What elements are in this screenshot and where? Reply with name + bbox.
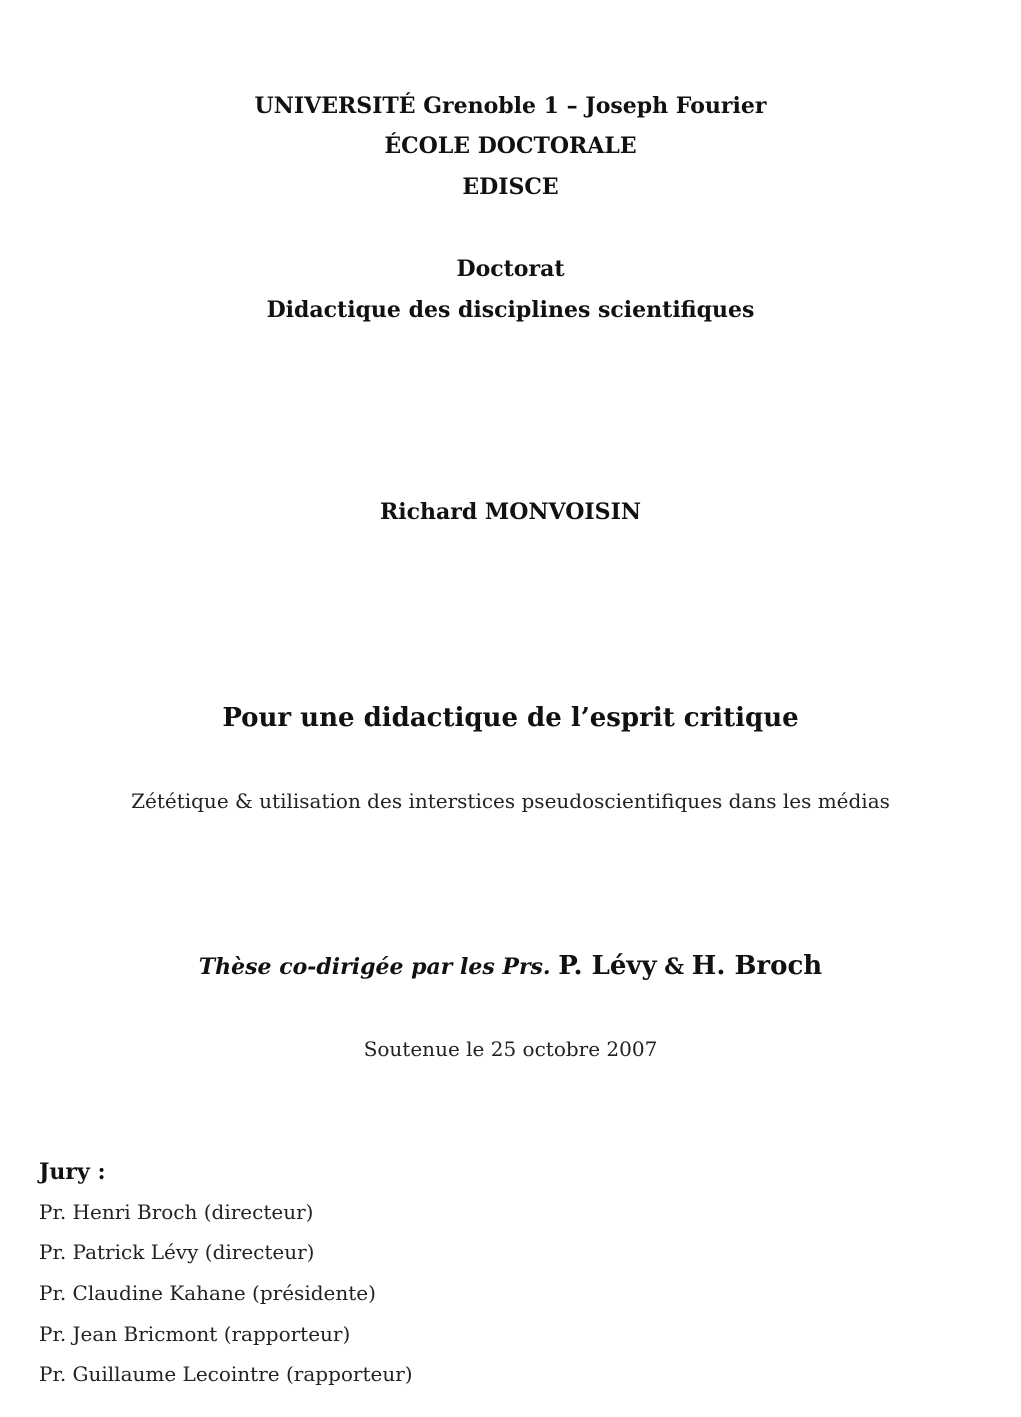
jury-member: Pr. Guillaume Lecointre (rapporteur) bbox=[39, 1362, 413, 1386]
jury-member: Pr. Jean Bricmont (rapporteur) bbox=[39, 1322, 351, 1346]
author-name: Richard MONVOISIN bbox=[380, 499, 641, 525]
supervision-connector: & bbox=[664, 954, 685, 980]
doctoral-school: ÉCOLE DOCTORALE bbox=[384, 133, 637, 159]
supervision-prefix: Thèse co-dirigée par les Prs. bbox=[198, 954, 551, 980]
jury-member: Pr. Patrick Lévy (directeur) bbox=[39, 1240, 315, 1264]
thesis-title: Pour une didactique de l’esprit critique bbox=[222, 703, 799, 733]
supervisor-1: P. Lévy bbox=[558, 951, 657, 981]
defense-date: Soutenue le 25 octobre 2007 bbox=[363, 1037, 658, 1061]
jury-member: Pr. Henri Broch (directeur) bbox=[39, 1200, 314, 1224]
thesis-subtitle: Zététique & utilisation des interstices pseudoscientifiques dans les médias bbox=[131, 789, 890, 813]
degree-discipline: Didactique des disciplines scientifiques bbox=[266, 297, 755, 323]
school-code: EDISCE bbox=[462, 174, 559, 200]
jury-member: Pr. Claudine Kahane (présidente) bbox=[39, 1281, 376, 1305]
jury-title: Jury : bbox=[39, 1159, 106, 1185]
university-name: UNIVERSITÉ Grenoble 1 – Joseph Fourier bbox=[254, 93, 767, 119]
degree-label: Doctorat bbox=[456, 256, 565, 282]
supervision-line bbox=[0, 953, 1021, 979]
supervisor-2: H. Broch bbox=[691, 951, 823, 981]
